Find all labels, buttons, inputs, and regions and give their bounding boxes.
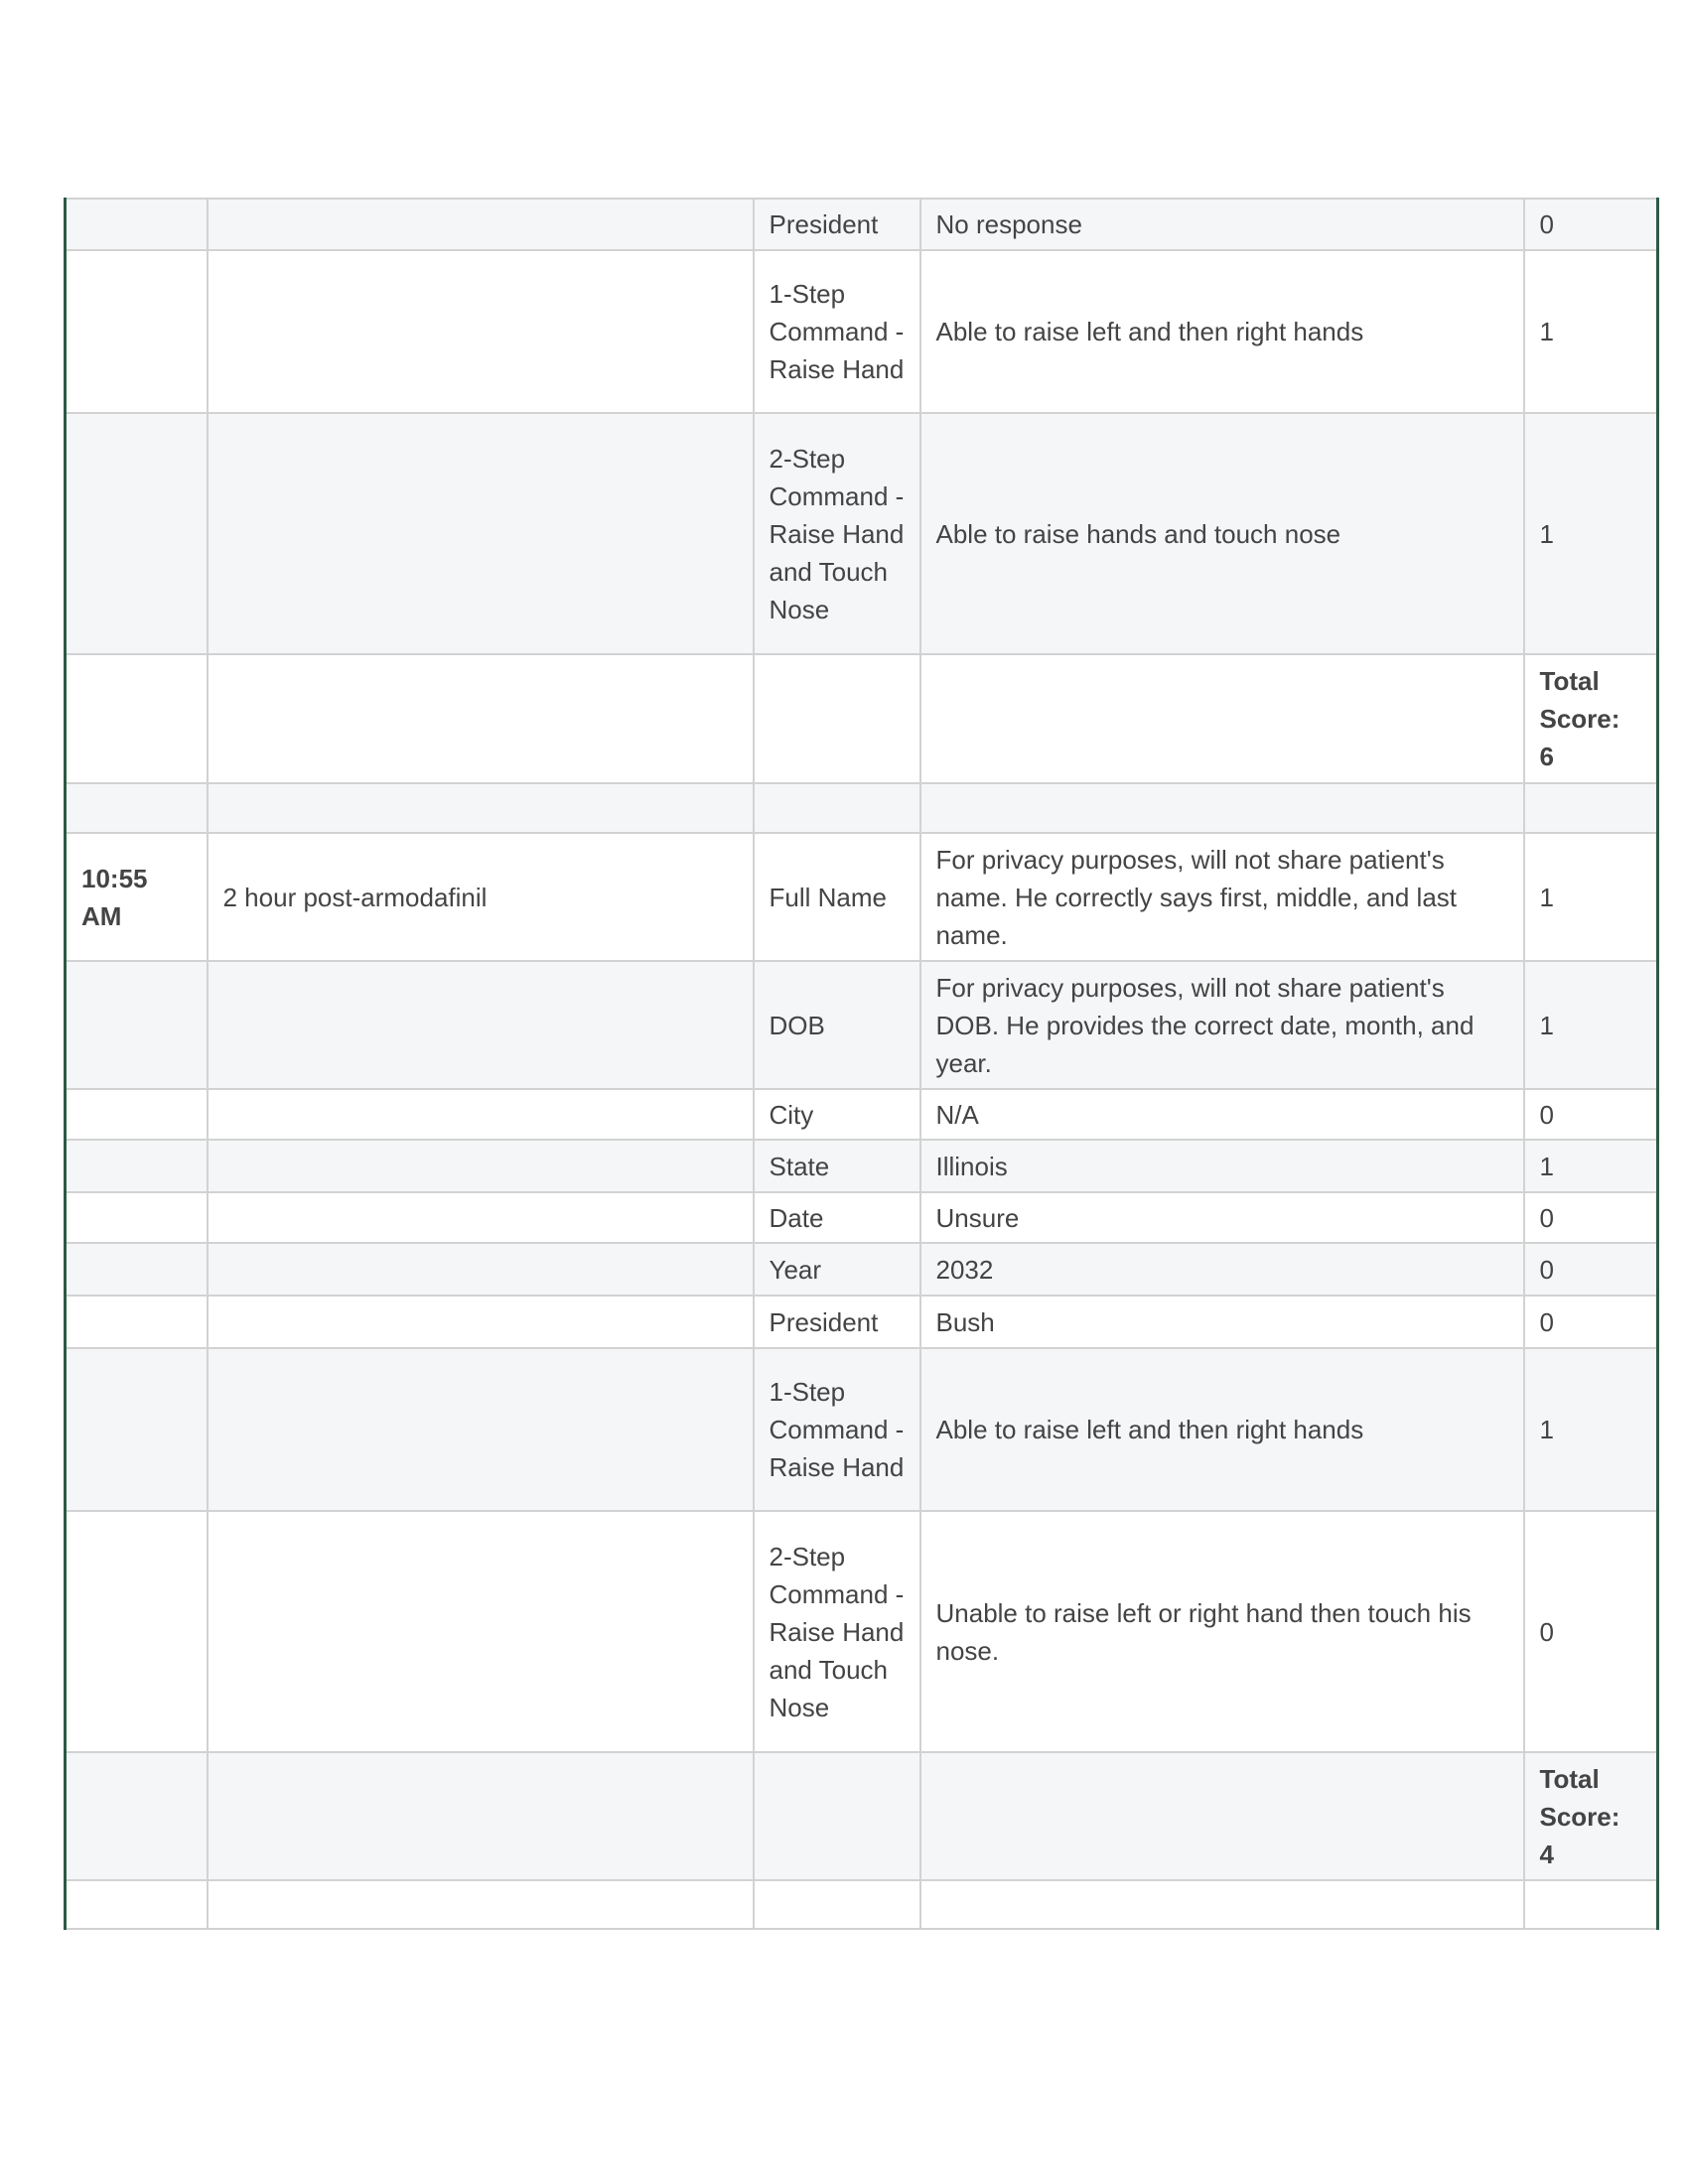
- item-cell: President: [754, 199, 920, 250]
- table-row: [66, 1348, 1658, 1511]
- description-cell: [208, 1511, 754, 1752]
- response-cell: [920, 783, 1524, 833]
- table-row: [66, 413, 1658, 654]
- time-cell: [66, 1243, 208, 1296]
- score-cell: Total Score: 6: [1524, 654, 1658, 783]
- time-cell: [66, 1089, 208, 1140]
- score-cell: 0: [1524, 1243, 1658, 1296]
- time-cell: [66, 1296, 208, 1348]
- table-row: [66, 1140, 1658, 1192]
- description-cell: 2 hour post-armodafinil: [208, 833, 754, 961]
- time-cell: [66, 1752, 208, 1880]
- response-cell: Able to raise left and then right hands: [920, 1348, 1524, 1511]
- description-cell: [208, 654, 754, 783]
- item-cell: Year: [754, 1243, 920, 1296]
- response-cell: Unsure: [920, 1192, 1524, 1243]
- response-cell: [920, 654, 1524, 783]
- table-row: [66, 1192, 1658, 1243]
- response-cell: Illinois: [920, 1140, 1524, 1192]
- score-cell: [1524, 1880, 1658, 1929]
- time-cell: [66, 199, 208, 250]
- description-cell: [208, 783, 754, 833]
- description-cell: [208, 1243, 754, 1296]
- table-row: [66, 250, 1658, 413]
- response-cell: Able to raise left and then right hands: [920, 250, 1524, 413]
- time-cell: [66, 1880, 208, 1929]
- item-cell: [754, 783, 920, 833]
- description-cell: [208, 961, 754, 1089]
- time-cell: 10:55 AM: [66, 833, 208, 961]
- description-cell: [208, 1880, 754, 1929]
- assessment-table: [64, 198, 1659, 1930]
- score-cell: 0: [1524, 1089, 1658, 1140]
- time-cell: [66, 1192, 208, 1243]
- score-cell: 1: [1524, 250, 1658, 413]
- score-cell: 0: [1524, 199, 1658, 250]
- description-cell: [208, 413, 754, 654]
- description-cell: [208, 1089, 754, 1140]
- response-cell: Able to raise hands and touch nose: [920, 413, 1524, 654]
- item-cell: [754, 654, 920, 783]
- score-cell: 0: [1524, 1511, 1658, 1752]
- response-cell: 2032: [920, 1243, 1524, 1296]
- table-row: [66, 961, 1658, 1089]
- time-cell: [66, 961, 208, 1089]
- time-cell: [66, 1140, 208, 1192]
- item-cell: 2-Step Command - Raise Hand and Touch Nose: [754, 413, 920, 654]
- time-cell: [66, 1511, 208, 1752]
- item-cell: City: [754, 1089, 920, 1140]
- item-cell: 2-Step Command - Raise Hand and Touch Nose: [754, 1511, 920, 1752]
- score-cell: 1: [1524, 1348, 1658, 1511]
- table-row: [66, 1089, 1658, 1140]
- description-cell: [208, 250, 754, 413]
- time-cell: [66, 1348, 208, 1511]
- time-cell: [66, 413, 208, 654]
- score-cell: [1524, 783, 1658, 833]
- table-row: [66, 1752, 1658, 1880]
- item-cell: Full Name: [754, 833, 920, 961]
- score-cell: 0: [1524, 1296, 1658, 1348]
- description-cell: [208, 1348, 754, 1511]
- table-row: [66, 1296, 1658, 1348]
- table-row: [66, 1511, 1658, 1752]
- response-cell: No response: [920, 199, 1524, 250]
- score-cell: 1: [1524, 833, 1658, 961]
- description-cell: [208, 1192, 754, 1243]
- description-cell: [208, 1296, 754, 1348]
- item-cell: DOB: [754, 961, 920, 1089]
- response-cell: [920, 1880, 1524, 1929]
- response-cell: Unable to raise left or right hand then touch his nose.: [920, 1511, 1524, 1752]
- item-cell: [754, 1752, 920, 1880]
- table-row: [66, 833, 1658, 961]
- table-row: [66, 199, 1658, 250]
- table-row: [66, 1880, 1658, 1929]
- score-cell: 1: [1524, 413, 1658, 654]
- description-cell: [208, 199, 754, 250]
- response-cell: [920, 1752, 1524, 1880]
- description-cell: [208, 1752, 754, 1880]
- time-cell: [66, 783, 208, 833]
- item-cell: 1-Step Command - Raise Hand: [754, 1348, 920, 1511]
- item-cell: Date: [754, 1192, 920, 1243]
- score-cell: 1: [1524, 1140, 1658, 1192]
- description-cell: [208, 1140, 754, 1192]
- score-cell: 0: [1524, 1192, 1658, 1243]
- score-cell: 1: [1524, 961, 1658, 1089]
- item-cell: State: [754, 1140, 920, 1192]
- table-row: [66, 1243, 1658, 1296]
- response-cell: For privacy purposes, will not share patient's name. He correctly says first, middle, and last name.: [920, 833, 1524, 961]
- time-cell: [66, 250, 208, 413]
- time-cell: [66, 654, 208, 783]
- table-row: [66, 654, 1658, 783]
- table-row: [66, 783, 1658, 833]
- item-cell: 1-Step Command - Raise Hand: [754, 250, 920, 413]
- item-cell: [754, 1880, 920, 1929]
- score-cell: Total Score: 4: [1524, 1752, 1658, 1880]
- item-cell: President: [754, 1296, 920, 1348]
- response-cell: N/A: [920, 1089, 1524, 1140]
- response-cell: Bush: [920, 1296, 1524, 1348]
- response-cell: For privacy purposes, will not share patient's DOB. He provides the correct date, month, and year.: [920, 961, 1524, 1089]
